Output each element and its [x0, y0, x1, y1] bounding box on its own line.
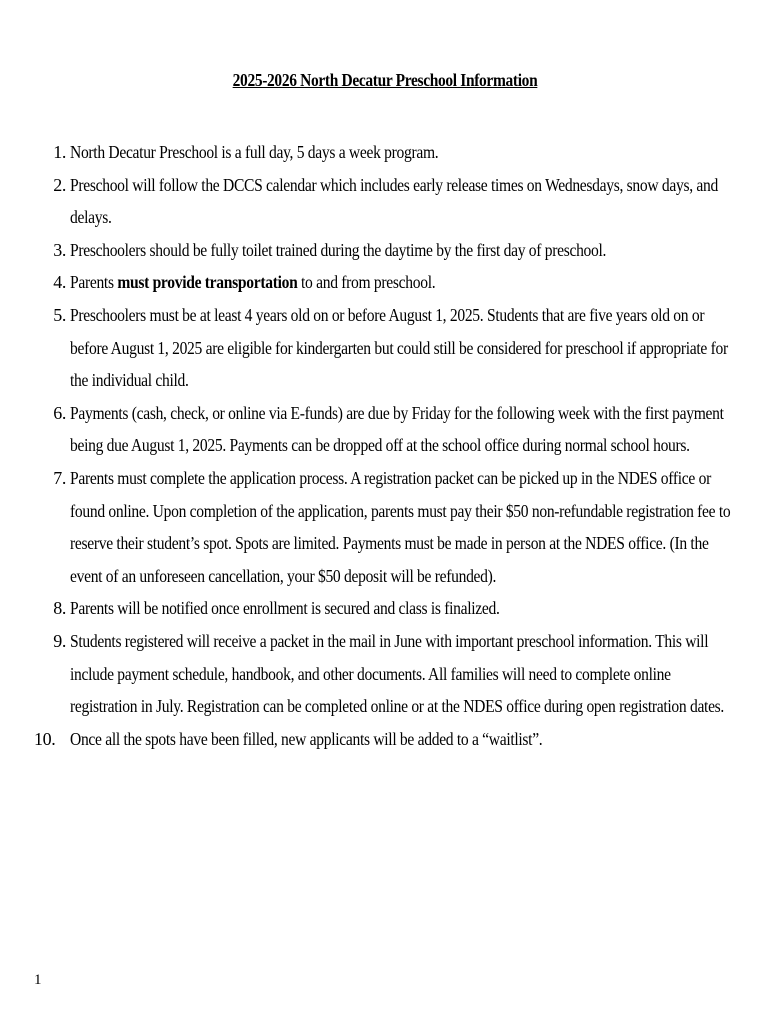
list-item: [0, 169, 770, 234]
information-list: [0, 136, 770, 755]
item-text: North Decatur Preschool is a full day, 5 days a week program.: [70, 142, 439, 162]
item-number: 5.: [53, 304, 66, 325]
list-item: [0, 592, 770, 625]
item-text: Parents must complete the application process. A registration packet can be picked up in the NDES office or found online. Upon completion of the application, parents must pay their $50 non-refundable registration fee to reserve their student’s spot. Spots are limited. Payments must be made in person at the NDES office. (In the event of an unforeseen cancellation, your $50 deposit will be refunded).: [70, 467, 731, 586]
document-title: 2025-2026 North Decatur Preschool Information: [232, 70, 538, 90]
list-item: [0, 136, 770, 169]
item-text: Students registered will receive a packet in the mail in June with important preschool information. This will include payment schedule, handbook, and other documents. All families will need to complete online registration in July. Registration can be completed online or at the NDES office during open registration dates.: [70, 630, 725, 717]
list-item: [0, 397, 770, 462]
item-text: Preschool will follow the DCCS calendar which includes early release times on Wednesdays, snow days, and delays.: [70, 174, 719, 228]
item-number: 2.: [53, 174, 66, 195]
item-number: 1.: [53, 142, 66, 162]
item-number: 3.: [53, 239, 66, 260]
list-item: [0, 234, 770, 267]
item-number: 7.: [53, 467, 66, 488]
item-number: 9.: [53, 630, 66, 651]
list-item: [0, 266, 770, 299]
item-number: 6.: [53, 402, 66, 423]
item-number: 8.: [53, 598, 66, 619]
list-item: [0, 299, 770, 397]
page-number: 1: [34, 972, 42, 988]
item-number: 4.: [53, 272, 66, 293]
item-text-bold: must provide transportation: [117, 272, 298, 293]
item-text-after: to and from preschool.: [297, 272, 436, 293]
item-text: Parents will be notified once enrollment is secured and class is finalized.: [70, 598, 500, 619]
list-item: [0, 723, 770, 756]
item-number: 10.: [34, 728, 56, 749]
list-item: [0, 625, 770, 723]
item-text-before: Parents: [70, 272, 118, 293]
item-text: Preschoolers must be at least 4 years old on or before August 1, 2025. Students that are five years old on or before August 1, 2025 are eligible for kindergarten but could still be considered for preschool if appropriate for the individual child.: [70, 304, 728, 391]
item-text: Once all the spots have been filled, new applicants will be added to a “waitlist”.: [70, 728, 543, 749]
item-text: Payments (cash, check, or online via E-funds) are due by Friday for the following week with the first payment being due August 1, 2025. Payments can be dropped off at the school office during normal school hours.: [70, 402, 724, 456]
item-text: Preschoolers should be fully toilet trained during the daytime by the first day of preschool.: [70, 239, 607, 260]
list-item: [0, 462, 770, 592]
